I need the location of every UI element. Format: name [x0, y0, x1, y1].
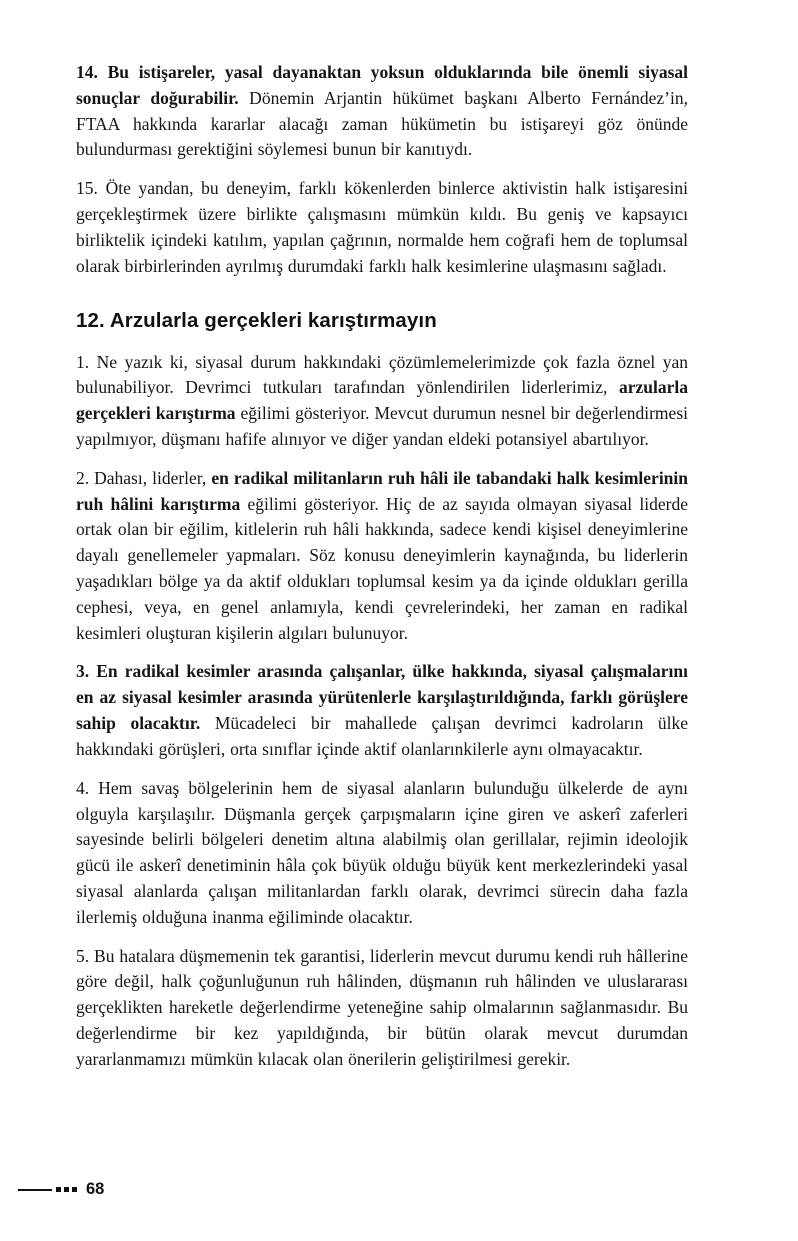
paragraph — [76, 60, 688, 163]
page-marker-icon — [18, 1187, 80, 1192]
paragraph — [76, 659, 688, 762]
text-run: 4. Hem savaş bölgelerinin hem de siyasal alanların bulunduğu ülkelerde de aynı olguyla karşılaşılır. Düşmanla gerçek çarpışmaların içine giren ve askerî zaferleri sayesinde belirli bölgeleri denetim altına alabilmiş olan gerillalar, rejimin ideolojik gücü ile askerî denetiminin hâla çok büyük olduğu büyük kent merkezlerindeki yasal siyasal alanlarda çalışan militanlardan farklı olarak, devrimci sürecin daha fazla ilerlemiş olduğuna inanma eğiliminde olacaktır. — [76, 777, 688, 927]
paragraph — [76, 350, 688, 453]
text-run: 15. Öte yandan, bu deneyim, farklı kökenlerden binlerce aktivistin halk istişaresini gerçekleştirmek üzere birlikte çalışmasını mümkün kıldı. Bu geniş ve kapsayıcı birliktelik içindeki katılım, yapılan çağrının, normalde hem coğrafi hem de toplumsal olarak birbirlerinden ayrılmış durumdaki farklı halk kesimlerine ulaşmasını sağladı. — [76, 178, 688, 276]
text-run: Dönemin Arjantin hükümet başkanı Alberto Fernández’in, FTAA hakkında kararlar alacağı zaman hükümetin bu istişareyi göz önünde bulundurması gerektiğini söylemesi bunun bir kanıtıydı. — [76, 87, 688, 160]
bold-text-run: arzularla gerçekleri karıştırma — [76, 377, 688, 424]
paragraph — [76, 776, 688, 931]
section-heading: 12. Arzularla gerçekleri karıştırmayın — [76, 308, 437, 332]
paragraph — [76, 944, 688, 1073]
bold-text-run: en radikal militanların ruh hâli ile tabandaki halk kesimlerinin ruh hâlini karıştırma — [76, 467, 689, 514]
text-run: eğilimi gösteriyor. Mevcut durumun nesnel bir değerlendirmesi yapılmıyor, düşmanı hafife alınıyor ve diğer yandan eldeki potansiyel abartılıyor. — [76, 403, 688, 449]
page-body — [76, 60, 688, 1073]
paragraph — [76, 466, 688, 647]
page-number: 68 — [86, 1180, 105, 1198]
bold-text-run: 14. Bu istişareler, yasal dayanaktan yoksun olduklarında bile önemli siyasal sonuçlar doğurabilir. — [76, 62, 688, 108]
text-run: 2. Dahası, liderler, — [76, 467, 212, 488]
paragraph — [76, 176, 688, 279]
bold-text-run: 3. En radikal kesimler arasında çalışanlar, ülke hakkında, siyasal çalışmalarını en az siyasal kesimler arasında yürütenlerle karşılaştırıldığında, farklı görüşlere sahip olacaktır. — [76, 661, 688, 734]
text-run: 1. Ne yazık ki, siyasal durum hakkındaki çözümlemelerimizde çok fazla öznel yan bulunabiliyor. Devrimci tutkuları tarafından yönlendirilen liderlerimiz, — [76, 351, 688, 398]
text-run: Mücadeleci bir mahallede çalışan devrimci kadroların ülke hakkındaki görüşleri, orta sınıflar içinde aktif olanlarınkilerle aynı olmayacaktır. — [76, 713, 689, 759]
text-run: 5. Bu hatalara düşmemenin tek garantisi, liderlerin mevcut durumu kendi ruh hâllerine göre değil, halk çoğunluğunun ruh hâlinden, düşmanın ruh hâlinden ve uluslararası gerçeklikten hareketle değerlendirme yeteneğine sahip olmalarının sağlanmasıdır. Bu değerlendirme bir kez yapıldığında, bir bütün olarak mevcut durumdan yararlanmamızı mümkün kılacak olan önerilerin geliştirilmesi gerekir. — [76, 945, 688, 1069]
page-footer — [18, 1180, 104, 1199]
text-run: eğilimi gösteriyor. Hiç de az sayıda olmayan siyasal liderde ortak olan bir eğilim, kitlelerin ruh hâli hakkında, sadece kendi kişisel deneyimlerine dayalı genellemeler yapmaları. Söz konusu deneyimlerin kaynağında, bu liderlerin yaşadıkları bölge ya da aktif oldukları toplumsal kesim ya da içinde oldukları gerilla cephesi, veya, en genel anlamıyla, kendi çevrelerindeki, her zaman en radikal kesimleri oluşturan kişilerin algıları bulunuyor. — [76, 493, 688, 643]
